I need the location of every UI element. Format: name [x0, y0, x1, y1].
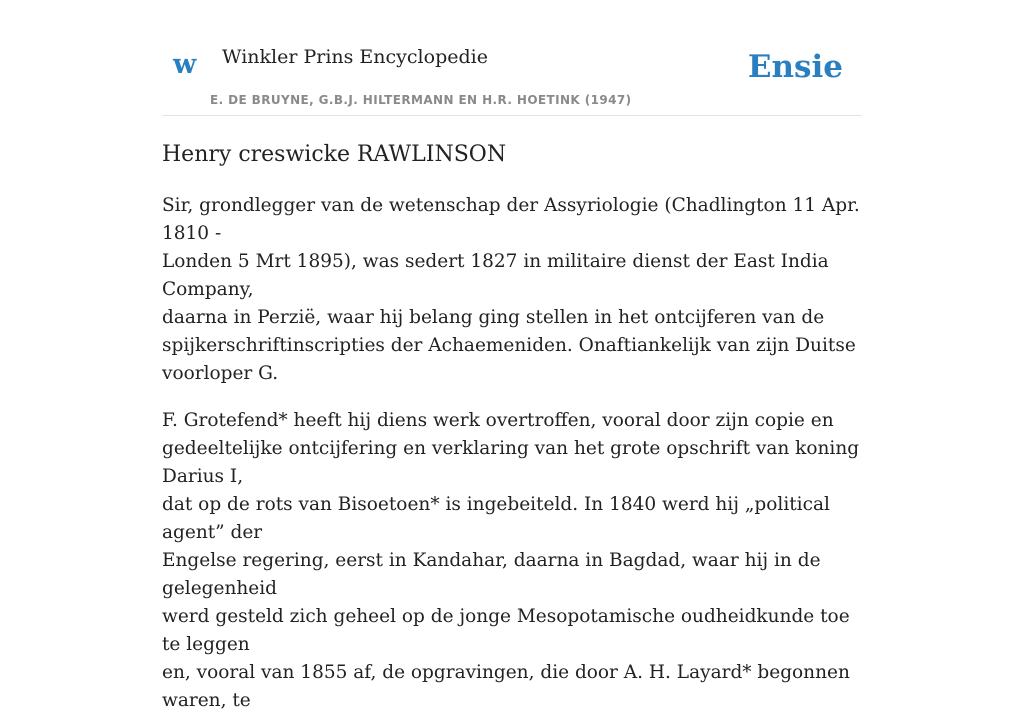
- winkler-prins-logo[interactable]: w: [173, 49, 197, 80]
- source-authors: E. DE BRUYNE, G.B.J. HILTERMANN EN H.R. HOETINK (1947): [210, 93, 632, 107]
- article-paragraph: F. Grotefend* heeft hij diens werk overtroffen, vooral door zijn copie en gedeeltelijke ontcijfering en verklaring van het grote opschrift van koning Darius I, dat op de rots van Bisoetoen* is ingebeiteld. In 1840 werd hij „political agent” der Engelse regering, eerst in Kandahar, daarna in Bagdad, waar hij in de gelegenheid werd gesteld zich geheel op de jonge Mesopotamische oudheidkunde toe te leggen en, vooral van 1855 af, de opgravingen, die door A. H. Layard* begonnen waren, te: [162, 410, 860, 711]
- source-title[interactable]: Winkler Prins Encyclopedie: [222, 46, 488, 68]
- article-body: [162, 140, 862, 715]
- ensie-logo[interactable]: Ensie: [747, 49, 843, 85]
- entry-title: Henry creswicke RAWLINSON: [162, 142, 507, 167]
- article-paragraph: Sir, grondlegger van de wetenschap der Assyriologie (Chadlington 11 Apr. 1810 - Londen 5 Mrt 1895), was sedert 1827 in militaire dienst der East India Company, daarna in Perzië, waar hij belang ging stellen in het ontcijferen van de spijkerschriftinscripties der Achaemeniden. Onaftiankelijk van zijn Duitse voorloper G.: [162, 195, 860, 384]
- source-header: [162, 0, 862, 116]
